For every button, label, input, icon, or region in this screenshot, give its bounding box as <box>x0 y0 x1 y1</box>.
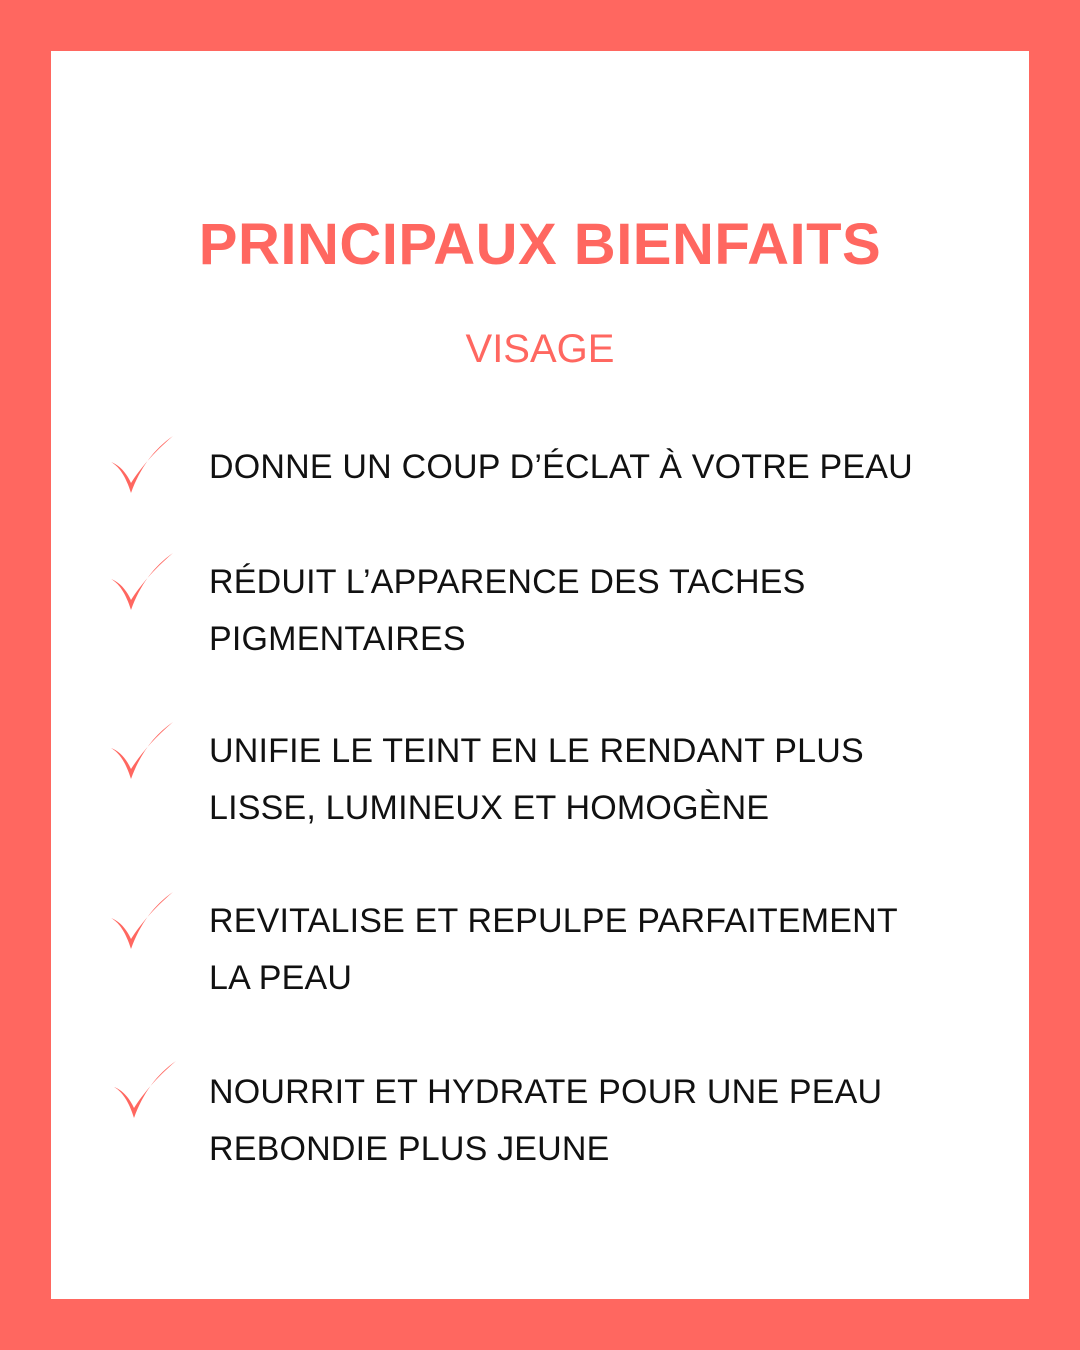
benefit-text-line: NOURRIT ET HYDRATE POUR UNE PEAU <box>209 1073 883 1111</box>
benefit-text-line: PIGMENTAIRES <box>209 620 466 658</box>
benefit-text-line: REBONDIE PLUS JEUNE <box>209 1130 610 1168</box>
benefit-text-line: UNIFIE LE TEINT EN LE RENDANT PLUS <box>209 732 864 770</box>
benefit-text-line: LISSE, LUMINEUX ET HOMOGÈNE <box>209 789 770 827</box>
benefit-text <box>209 893 999 1007</box>
benefit-text-line: DONNE UN COUP D’ÉCLAT À VOTRE PEAU <box>209 448 913 486</box>
page-title: PRINCIPAUX BIENFAITS <box>198 212 882 277</box>
benefit-text <box>209 1064 999 1178</box>
benefit-text-line: REVITALISE ET REPULPE PARFAITEMENT <box>209 902 898 940</box>
check-icon <box>107 888 177 958</box>
benefit-text <box>209 723 999 837</box>
check-icon <box>107 432 177 502</box>
check-icon <box>107 718 177 788</box>
benefit-text-line: RÉDUIT L’APPARENCE DES TACHES <box>209 563 806 601</box>
benefit-text-line: LA PEAU <box>209 959 353 997</box>
check-icon <box>107 549 177 619</box>
check-icon <box>110 1057 180 1127</box>
benefit-text <box>209 554 999 668</box>
benefits-card <box>51 51 1029 1299</box>
page-subtitle: VISAGE <box>465 327 615 371</box>
benefit-text <box>209 439 999 496</box>
